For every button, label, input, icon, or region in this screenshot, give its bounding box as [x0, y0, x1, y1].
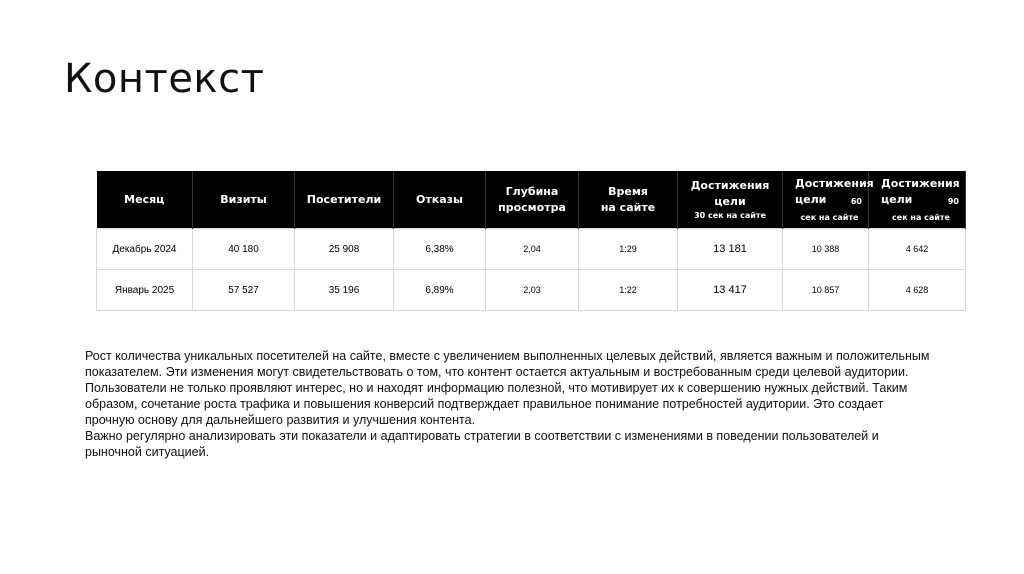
body-paragraph-1: Рост количества уникальных посетителей на сайте, вместе с увеличением выполненных целевых действий, является важным и положительным показателем. Эти изменения могут свидетельствовать о том, что контент остается актуальным и востребованным среди целевой аудитории. — [85, 349, 930, 379]
cell-time: 1:29 — [579, 229, 678, 270]
header-month: Месяц — [97, 171, 193, 229]
header-goal60-sub: сек на сайте — [800, 212, 859, 222]
cell-goal90: 4 642 — [869, 229, 966, 270]
header-depth-line2: просмотра — [498, 200, 566, 214]
header-time-line2: на сайте — [600, 200, 656, 214]
header-goal60-num: 60 — [850, 196, 862, 206]
table-row — [97, 229, 966, 270]
cell-bounces: 6,89% — [394, 270, 486, 311]
header-goal30 — [678, 171, 783, 229]
cell-time: 1:22 — [579, 270, 678, 311]
cell-goal30: 13 181 — [678, 229, 783, 270]
cell-visitors: 25 908 — [295, 229, 394, 270]
cell-visits: 57 527 — [193, 270, 295, 311]
header-goal60-line2: цели — [795, 192, 827, 206]
stats-table — [96, 171, 966, 311]
header-time — [579, 171, 678, 229]
cell-goal60: 10 388 — [783, 229, 869, 270]
header-goal90-line1: Достижения — [881, 176, 960, 190]
cell-bounces: 6,38% — [394, 229, 486, 270]
header-goal30-main: Достижения цели — [690, 178, 770, 208]
cell-goal90: 4 628 — [869, 270, 966, 311]
header-goal90 — [869, 171, 966, 229]
header-goal60-wrap — [787, 176, 874, 224]
table-row — [97, 270, 966, 311]
header-bounces: Отказы — [394, 171, 486, 229]
header-goal60-line1: Достижения — [795, 176, 874, 190]
cell-visits: 40 180 — [193, 229, 295, 270]
cell-month: Январь 2025 — [97, 270, 193, 311]
cell-goal30: 13 417 — [678, 270, 783, 311]
cell-month: Декабрь 2024 — [97, 229, 193, 270]
cell-visitors: 35 196 — [295, 270, 394, 311]
table-header-row — [97, 171, 966, 229]
cell-depth: 2,03 — [486, 270, 579, 311]
cell-goal60: 10 857 — [783, 270, 869, 311]
header-goal90-wrap — [873, 176, 961, 224]
header-goal30-sub: 30 сек на сайте — [694, 210, 766, 220]
header-goal60 — [783, 171, 874, 229]
slide-title: Контекст — [64, 56, 265, 102]
header-visitors: Посетители — [295, 171, 394, 229]
header-goal90-line2: цели — [881, 192, 913, 206]
header-goal90-sub: сек на сайте — [892, 212, 950, 222]
header-goal90-num: 90 — [947, 196, 959, 206]
header-time-line1: Время — [608, 184, 648, 198]
body-paragraph-3: Важно регулярно анализировать эти показатели и адаптировать стратегии в соответствии с изменениями в поведении пользователей и рыночной ситуацией. — [85, 429, 879, 459]
header-visits: Визиты — [193, 171, 295, 229]
body-paragraph-2: Пользователи не только проявляют интерес, но и находят информацию полезной, что мотивирует их к совершению нужных действий. Таким образом, сочетание роста трафика и повышения конверсий подтверждает правильное понимание потребностей аудитории. Это создает прочную основу для дальнейшего развития и улучшения контента. — [85, 381, 908, 427]
cell-depth: 2,04 — [486, 229, 579, 270]
header-depth-line1: Глубина — [505, 184, 559, 198]
header-depth — [486, 171, 579, 229]
body-text — [85, 348, 930, 460]
